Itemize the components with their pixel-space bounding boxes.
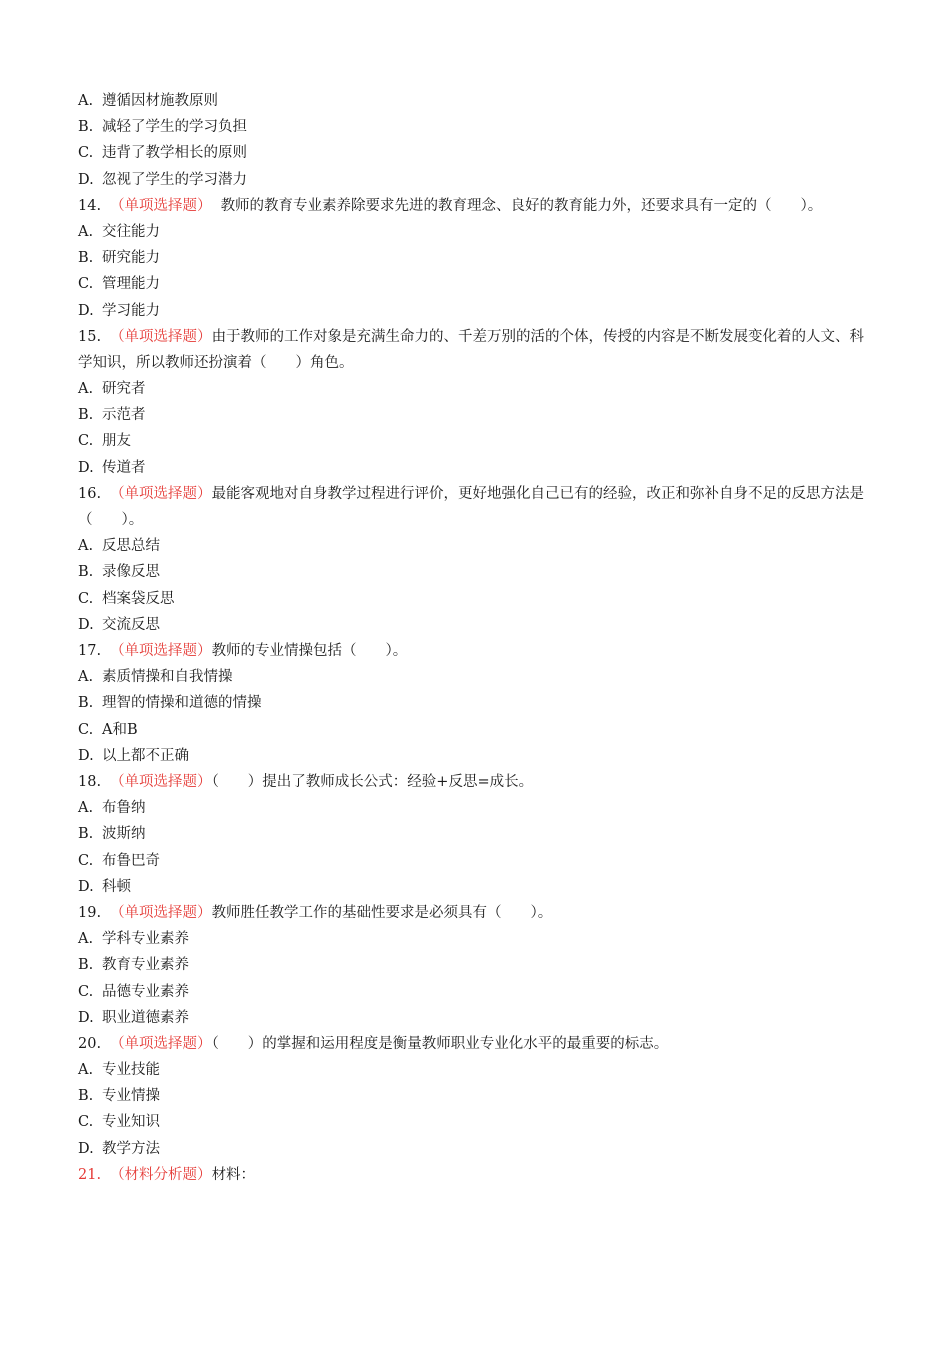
option-letter: D.: [78, 1140, 94, 1157]
question-text: （ ）提出了教师成长公式：经验+反思=成长。: [211, 773, 534, 790]
option-text: A和B: [102, 721, 138, 738]
option-text: 学习能力: [102, 302, 160, 319]
option-letter: D.: [78, 302, 94, 319]
question-20: [78, 1031, 868, 1162]
option-text: 示范者: [102, 407, 146, 424]
question-15: [78, 324, 868, 481]
option-a: [78, 219, 868, 245]
option-d: [78, 455, 868, 481]
option-letter: A.: [78, 1062, 94, 1079]
question-18: [78, 769, 868, 900]
option-text: 教育专业素养: [102, 957, 189, 974]
option-text: 违背了教学相长的原则: [102, 145, 247, 162]
option-letter: B.: [78, 407, 94, 424]
option-letter: C.: [78, 1114, 94, 1131]
option-text: 以上都不正确: [102, 747, 189, 764]
question-number: 21.: [78, 1166, 102, 1183]
option-text: 遵循因材施教原则: [102, 93, 218, 109]
question-text: 由于教师的工作对象是充满生命力的、千差万别的活的个体，传授的内容是不断发展变化着的人文、科学知识，所以教师还扮演着（ ）角色。: [78, 328, 865, 371]
option-text: 减轻了学生的学习负担: [102, 119, 247, 136]
question-17: [78, 638, 868, 769]
option-text: 朋友: [102, 433, 131, 450]
option-letter: D.: [78, 459, 94, 476]
option-letter: A.: [78, 538, 94, 555]
question-type: （单项选择题）: [110, 1035, 212, 1052]
option-d: [78, 1136, 868, 1162]
option-letter: B.: [78, 119, 94, 136]
option-b: [78, 952, 868, 978]
question-number: 15.: [78, 328, 102, 345]
question-21: [78, 1162, 868, 1188]
question-type: （单项选择题）: [110, 328, 212, 345]
option-letter: B.: [78, 957, 94, 974]
option-text: 素质情操和自我情操: [102, 669, 233, 686]
option-a: [78, 88, 868, 114]
question-text: 最能客观地对自身教学过程进行评价，更好地强化自己已有的经验，改正和弥补自身不足的反思方法是（ ）。: [78, 485, 865, 529]
option-c: [78, 1109, 868, 1135]
question-stem: [78, 481, 868, 533]
option-letter: D.: [78, 616, 94, 633]
option-d: [78, 612, 868, 638]
option-d: [78, 874, 868, 900]
option-b: [78, 114, 868, 140]
option-b: [78, 1083, 868, 1109]
question-text: 教师胜任教学工作的基础性要求是必须具有（ ）。: [211, 904, 553, 921]
option-text: 教学方法: [102, 1140, 160, 1157]
option-text: 研究能力: [102, 250, 160, 267]
question-stem: [78, 193, 868, 219]
option-text: 品德专业素养: [102, 983, 189, 1000]
option-d: [78, 1005, 868, 1031]
question-type: （单项选择题）: [110, 485, 212, 502]
option-c: [78, 271, 868, 297]
option-text: 专业知识: [102, 1114, 160, 1131]
question-text: 教师的专业情操包括（ ）。: [211, 643, 408, 660]
option-b: [78, 821, 868, 847]
question-type: （单项选择题）: [110, 643, 212, 660]
question-number: 14.: [78, 197, 102, 214]
question-stem: [78, 1031, 868, 1057]
question-number: 18.: [78, 773, 102, 790]
option-a: [78, 533, 868, 559]
option-b: [78, 559, 868, 585]
option-text: 布鲁纳: [102, 800, 146, 817]
option-text: 职业道德素养: [102, 1009, 189, 1026]
option-letter: C.: [78, 983, 94, 1000]
option-letter: D.: [78, 878, 94, 895]
question-14: [78, 193, 868, 324]
question-text: 材料：: [211, 1166, 256, 1183]
option-a: [78, 795, 868, 821]
option-letter: A.: [78, 223, 94, 240]
option-letter: C.: [78, 852, 94, 869]
option-letter: B.: [78, 695, 94, 712]
option-letter: A.: [78, 669, 94, 686]
option-text: 研究者: [102, 381, 146, 398]
option-letter: B.: [78, 826, 94, 843]
option-letter: C.: [78, 721, 94, 738]
option-text: 科顿: [102, 878, 131, 895]
option-letter: A.: [78, 93, 94, 109]
question-19: [78, 900, 868, 1031]
exam-document: [78, 88, 868, 1188]
option-letter: C.: [78, 590, 94, 607]
option-a: [78, 376, 868, 402]
option-c: [78, 140, 868, 166]
option-c: [78, 979, 868, 1005]
option-b: [78, 402, 868, 428]
question-number: 19.: [78, 904, 102, 921]
option-text: 学科专业素养: [102, 931, 189, 948]
option-letter: C.: [78, 145, 94, 162]
option-text: 交往能力: [102, 223, 160, 240]
option-letter: C.: [78, 276, 94, 293]
option-letter: D.: [78, 1009, 94, 1026]
question-type: （单项选择题）: [110, 197, 212, 214]
option-text: 专业情操: [102, 1088, 160, 1105]
question-stem: [78, 769, 868, 795]
option-a: [78, 664, 868, 690]
option-letter: C.: [78, 433, 94, 450]
question-stem: [78, 900, 868, 926]
question-number: 17.: [78, 643, 102, 660]
question-stem: [78, 638, 868, 664]
option-text: 录像反思: [102, 564, 160, 581]
question-type: （单项选择题）: [110, 773, 212, 790]
question-type: （单项选择题）: [110, 904, 212, 921]
option-letter: B.: [78, 564, 94, 581]
question-stem: [78, 324, 868, 376]
option-text: 波斯纳: [102, 826, 146, 843]
option-b: [78, 245, 868, 271]
option-text: 布鲁巴奇: [102, 852, 160, 869]
option-text: 档案袋反思: [102, 590, 175, 607]
option-letter: A.: [78, 931, 94, 948]
option-text: 交流反思: [102, 616, 160, 633]
option-text: 理智的情操和道德的情操: [102, 695, 262, 712]
question-text: （ ）的掌握和运用程度是衡量教师职业专业化水平的最重要的标志。: [211, 1035, 669, 1052]
option-text: 管理能力: [102, 276, 160, 293]
question-number: 20.: [78, 1035, 102, 1052]
option-b: [78, 690, 868, 716]
option-d: [78, 743, 868, 769]
option-text: 专业技能: [102, 1062, 160, 1079]
option-text: 忽视了学生的学习潜力: [102, 171, 247, 188]
option-letter: A.: [78, 381, 94, 398]
option-text: 反思总结: [102, 538, 160, 555]
option-a: [78, 1057, 868, 1083]
option-letter: D.: [78, 747, 94, 764]
option-d: [78, 298, 868, 324]
option-letter: B.: [78, 250, 94, 267]
question-text: 教师的教育专业素养除要求先进的教育理念、良好的教育能力外，还要求具有一定的（ ）。: [220, 197, 823, 214]
option-letter: A.: [78, 800, 94, 817]
question-type: （材料分析题）: [110, 1166, 212, 1183]
option-c: [78, 717, 868, 743]
option-a: [78, 926, 868, 952]
option-letter: D.: [78, 171, 94, 188]
question-stem: [78, 1162, 868, 1188]
q13-options: [78, 88, 868, 193]
option-letter: B.: [78, 1088, 94, 1105]
option-d: [78, 167, 868, 193]
option-text: 传道者: [102, 459, 146, 476]
option-c: [78, 586, 868, 612]
option-c: [78, 428, 868, 454]
option-c: [78, 848, 868, 874]
question-number: 16.: [78, 485, 102, 502]
question-16: [78, 481, 868, 638]
